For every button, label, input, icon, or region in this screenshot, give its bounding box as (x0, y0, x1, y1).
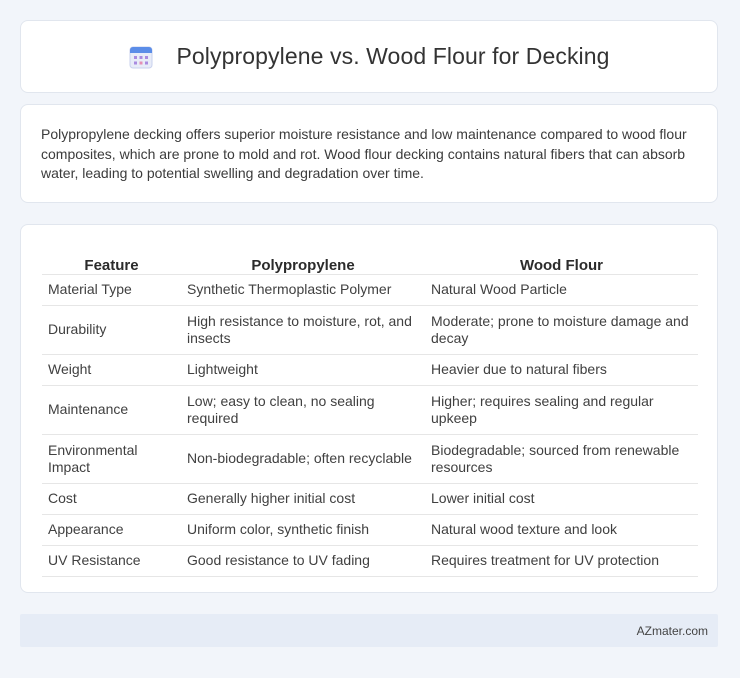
wood-flour-cell: Natural Wood Particle (425, 275, 698, 306)
table-row (42, 546, 698, 577)
table-row (42, 484, 698, 515)
table-row (42, 355, 698, 386)
wood-flour-cell: Heavier due to natural fibers (425, 355, 698, 386)
feature-cell: Appearance (42, 515, 181, 546)
feature-cell: Weight (42, 355, 181, 386)
comparison-card (20, 224, 718, 593)
feature-cell: Environmental Impact (42, 435, 181, 484)
polypropylene-cell: High resistance to moisture, rot, and insects (181, 306, 425, 355)
feature-cell: Material Type (42, 275, 181, 306)
page-title: Polypropylene vs. Wood Flour for Decking (176, 43, 610, 69)
footer-site-name: AZmater.com (636, 623, 708, 638)
footer-bar (20, 614, 718, 647)
column-header-polypropylene: Polypropylene (181, 243, 425, 275)
feature-cell: Durability (42, 306, 181, 355)
comparison-table (42, 243, 698, 577)
title-card (20, 20, 718, 93)
wood-flour-cell: Moderate; prone to moisture damage and decay (425, 306, 698, 355)
feature-cell: UV Resistance (42, 546, 181, 577)
wood-flour-cell: Biodegradable; sourced from renewable resources (425, 435, 698, 484)
wood-flour-cell: Higher; requires sealing and regular upkeep (425, 386, 698, 435)
table-row (42, 515, 698, 546)
table-row (42, 386, 698, 435)
polypropylene-cell: Uniform color, synthetic finish (181, 515, 425, 546)
table-header-row (42, 243, 698, 275)
table-row (42, 275, 698, 306)
intro-card (20, 104, 718, 203)
intro-paragraph: Polypropylene decking offers superior moisture resistance and low maintenance compared to wood flour composites, which are prone to mold and rot. Wood flour decking contains natural fibers that can absorb water, leading to potential swelling and degradation over time. (41, 126, 687, 181)
calendar-grid-icon (128, 44, 154, 70)
polypropylene-cell: Good resistance to UV fading (181, 546, 425, 577)
wood-flour-cell: Lower initial cost (425, 484, 698, 515)
feature-cell: Cost (42, 484, 181, 515)
table-row (42, 306, 698, 355)
column-header-feature: Feature (42, 243, 181, 275)
table-row (42, 435, 698, 484)
polypropylene-cell: Synthetic Thermoplastic Polymer (181, 275, 425, 306)
feature-cell: Maintenance (42, 386, 181, 435)
wood-flour-cell: Requires treatment for UV protection (425, 546, 698, 577)
wood-flour-cell: Natural wood texture and look (425, 515, 698, 546)
polypropylene-cell: Non-biodegradable; often recyclable (181, 435, 425, 484)
column-header-wood-flour: Wood Flour (425, 243, 698, 275)
polypropylene-cell: Generally higher initial cost (181, 484, 425, 515)
polypropylene-cell: Low; easy to clean, no sealing required (181, 386, 425, 435)
polypropylene-cell: Lightweight (181, 355, 425, 386)
